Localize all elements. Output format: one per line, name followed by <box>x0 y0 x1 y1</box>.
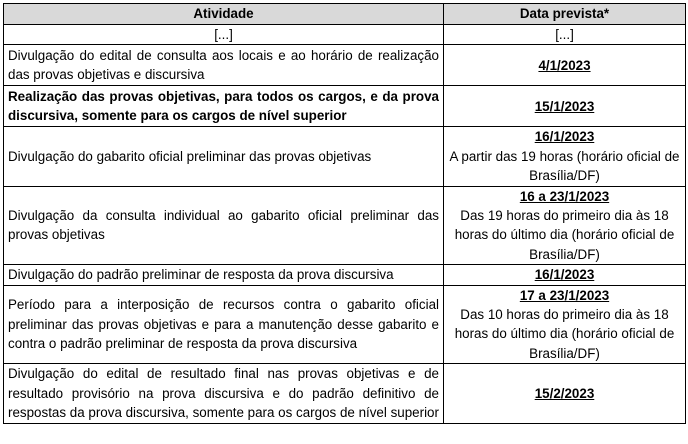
activity-cell: Divulgação da consulta individual ao gabarito oficial preliminar das provas objetivas <box>4 186 444 265</box>
table-row <box>4 364 686 423</box>
table-row <box>4 86 686 127</box>
date-value: 16/1/2023 <box>534 267 595 283</box>
date-value: 16 a 23/1/2023 <box>519 188 610 204</box>
table-row <box>4 265 686 285</box>
date-cell <box>444 364 686 423</box>
date-note: Das 19 horas do primeiro dia às 18 horas do último dia (horário oficial de Brasília/DF) <box>454 208 675 262</box>
activity-cell: Divulgação do edital de resultado final nas provas objetivas e de resultado provisório na prova discursiva e do padrão definitivo de respostas da prova discursiva, somente para os cargos de nível superior <box>4 364 444 423</box>
activity-cell: Período para a interposição de recursos contra o gabarito oficial preliminar das provas objetivas e para a manutenção desse gabarito e contra o padrão preliminar de resposta da prova discursiva <box>4 285 444 364</box>
ellipsis-date: [...] <box>444 25 686 45</box>
ellipsis-row <box>4 25 686 45</box>
header-row <box>4 4 686 25</box>
date-note: A partir das 19 horas (horário oficial de Brasília/DF) <box>449 148 680 184</box>
date-cell <box>444 186 686 265</box>
table-row <box>4 285 686 364</box>
date-cell <box>444 45 686 86</box>
activity-column-header: Atividade <box>4 4 444 25</box>
activity-cell: Divulgação do edital de consulta aos locais e ao horário de realização das provas objetivas e discursiva <box>4 45 444 86</box>
date-note: Das 10 horas do primeiro dia às 18 horas do último dia (horário oficial de Brasília/DF) <box>454 307 675 361</box>
activity-cell: Divulgação do gabarito oficial preliminar das provas objetivas <box>4 127 444 186</box>
table-row <box>4 45 686 86</box>
date-cell <box>444 86 686 127</box>
table-row <box>4 186 686 265</box>
date-value: 16/1/2023 <box>534 129 595 145</box>
date-value: 17 a 23/1/2023 <box>519 287 610 303</box>
date-value: 4/1/2023 <box>538 57 591 73</box>
date-value: 15/2/2023 <box>534 385 595 401</box>
ellipsis-activity: [...] <box>4 25 444 45</box>
activity-cell: Divulgação do padrão preliminar de resposta da prova discursiva <box>4 265 444 285</box>
activity-cell: Realização das provas objetivas, para todos os cargos, e da prova discursiva, somente para os cargos de nível superior <box>4 86 444 127</box>
date-cell <box>444 127 686 186</box>
date-cell <box>444 285 686 364</box>
schedule-table <box>3 3 686 424</box>
date-value: 15/1/2023 <box>534 98 595 114</box>
date-cell <box>444 265 686 285</box>
date-column-header: Data prevista* <box>444 4 686 25</box>
table-row <box>4 127 686 186</box>
